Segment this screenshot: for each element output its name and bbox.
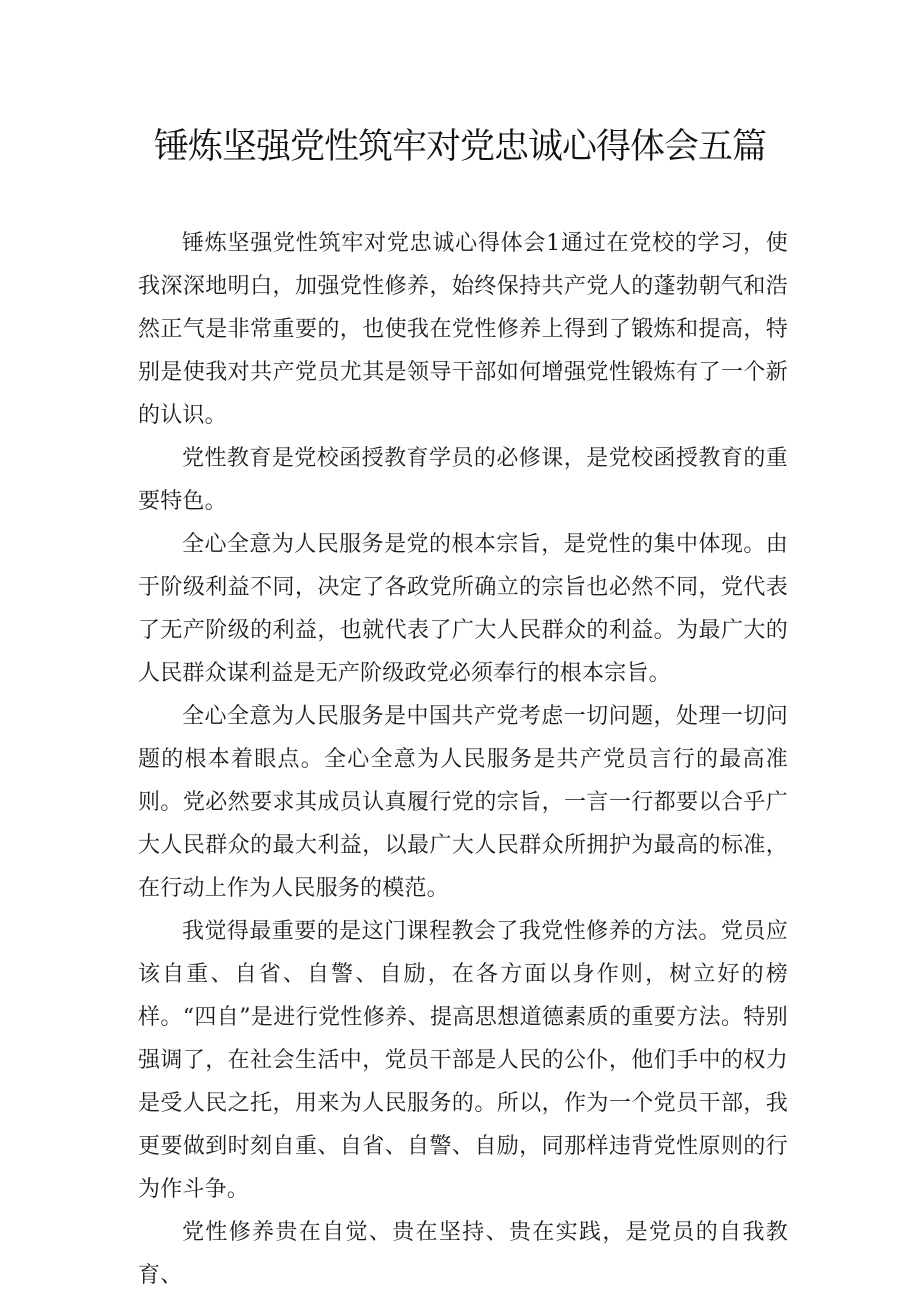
paragraph-6: 党性修养贵在自觉、贵在坚持、贵在实践，是党员的自我教育、 xyxy=(138,1220,788,1288)
paragraph-3: 全心全意为人民服务是党的根本宗旨，是党性的集中体现。由于阶级利益不同，决定了各政党所确立的宗旨也必然不同，党代表了无产阶级的利益，也就代表了广大人民群众的利益。为最广大的人民群众谋利益是无产阶级政党必须奉行的根本宗旨。 xyxy=(138,532,788,686)
document-title: 锤炼坚强党性筑牢对党忠诚心得体会五篇 xyxy=(153,127,766,167)
paragraph-5: 我觉得最重要的是这门课程教会了我党性修养的方法。党员应该自重、自省、自警、自励，在各方面以身作则，树立好的榜样。“四自”是进行党性修养、提高思想道德素质的重要方法。特别强调了，在社会生活中，党员干部是人民的公仆，他们手中的权力是受人民之托，用来为人民服务的。所以，作为一个党员干部，我更要做到时刻自重、自省、自警、自励，同那样违背党性原则的行为作斗争。 xyxy=(138,919,788,1202)
paragraph-4: 全心全意为人民服务是中国共产党考虑一切问题，处理一切问题的根本着眼点。全心全意为人民服务是共产党员言行的最高准则。党必然要求其成员认真履行党的宗旨，一言一行都要以合乎广大人民群众的最大利益，以最广大人民群众所拥护为最高的标准，在行动上作为人民服务的模范。 xyxy=(138,704,788,901)
paragraph-2: 党性教育是党校函授教育学员的必修课，是党校函授教育的重要特色。 xyxy=(138,446,788,514)
paragraph-1: 锤炼坚强党性筑牢对党忠诚心得体会1通过在党校的学习，使我深深地明白，加强党性修养，始终保持共产党人的蓬勃朝气和浩然正气是非常重要的，也使我在党性修养上得到了锻炼和提高，特别是使我对共产党员尤其是领导干部如何增强党性锻炼有了一个新的认识。 xyxy=(138,231,788,428)
document-body xyxy=(138,222,788,1297)
